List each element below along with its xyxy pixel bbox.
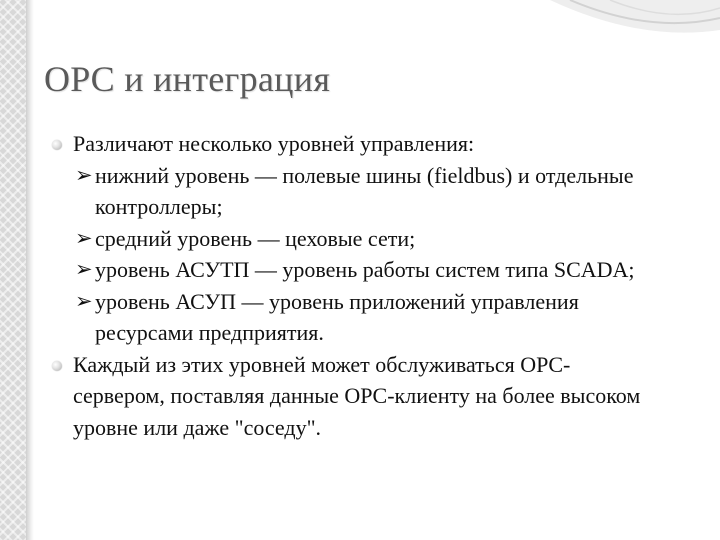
subitem-asup-level	[0, 286, 665, 349]
slide-title: OPC и интеграция	[44, 59, 331, 99]
subitem-middle-level	[0, 223, 665, 255]
slide-content	[0, 128, 700, 443]
subitem-asutp-level	[0, 254, 665, 286]
arrowhead-bullet-icon: ➢	[75, 288, 93, 313]
corner-swoosh-decoration	[550, 0, 720, 80]
round-bullet-icon	[52, 140, 62, 150]
bullet-text: Различают несколько уровней управления:	[73, 131, 475, 156]
subitem-text: нижний уровень — полевые шины (fieldbus) и отдельные контроллеры;	[95, 162, 634, 219]
bullet-levels	[0, 128, 653, 160]
arrowhead-bullet-icon: ➢	[75, 162, 93, 187]
bullet-opc-server	[0, 349, 653, 444]
arrowhead-bullet-icon: ➢	[75, 257, 93, 281]
subitem-text: уровень АСУП — уровень приложений управления ресурсами предприятия.	[95, 288, 579, 345]
subitem-text: уровень АСУТП — уровень работы систем типа SCADA;	[95, 257, 635, 282]
arrowhead-bullet-icon: ➢	[75, 225, 93, 250]
subitem-lower-level	[0, 160, 665, 223]
subitem-text: средний уровень — цеховые сети;	[95, 225, 416, 251]
bullet-text: Каждый из этих уровней может обслуживаться OPC-сервером, поставляя данные OPC-клиенту на более высоком уровне или даже "соседу".	[73, 351, 641, 440]
round-bullet-icon	[52, 361, 62, 371]
